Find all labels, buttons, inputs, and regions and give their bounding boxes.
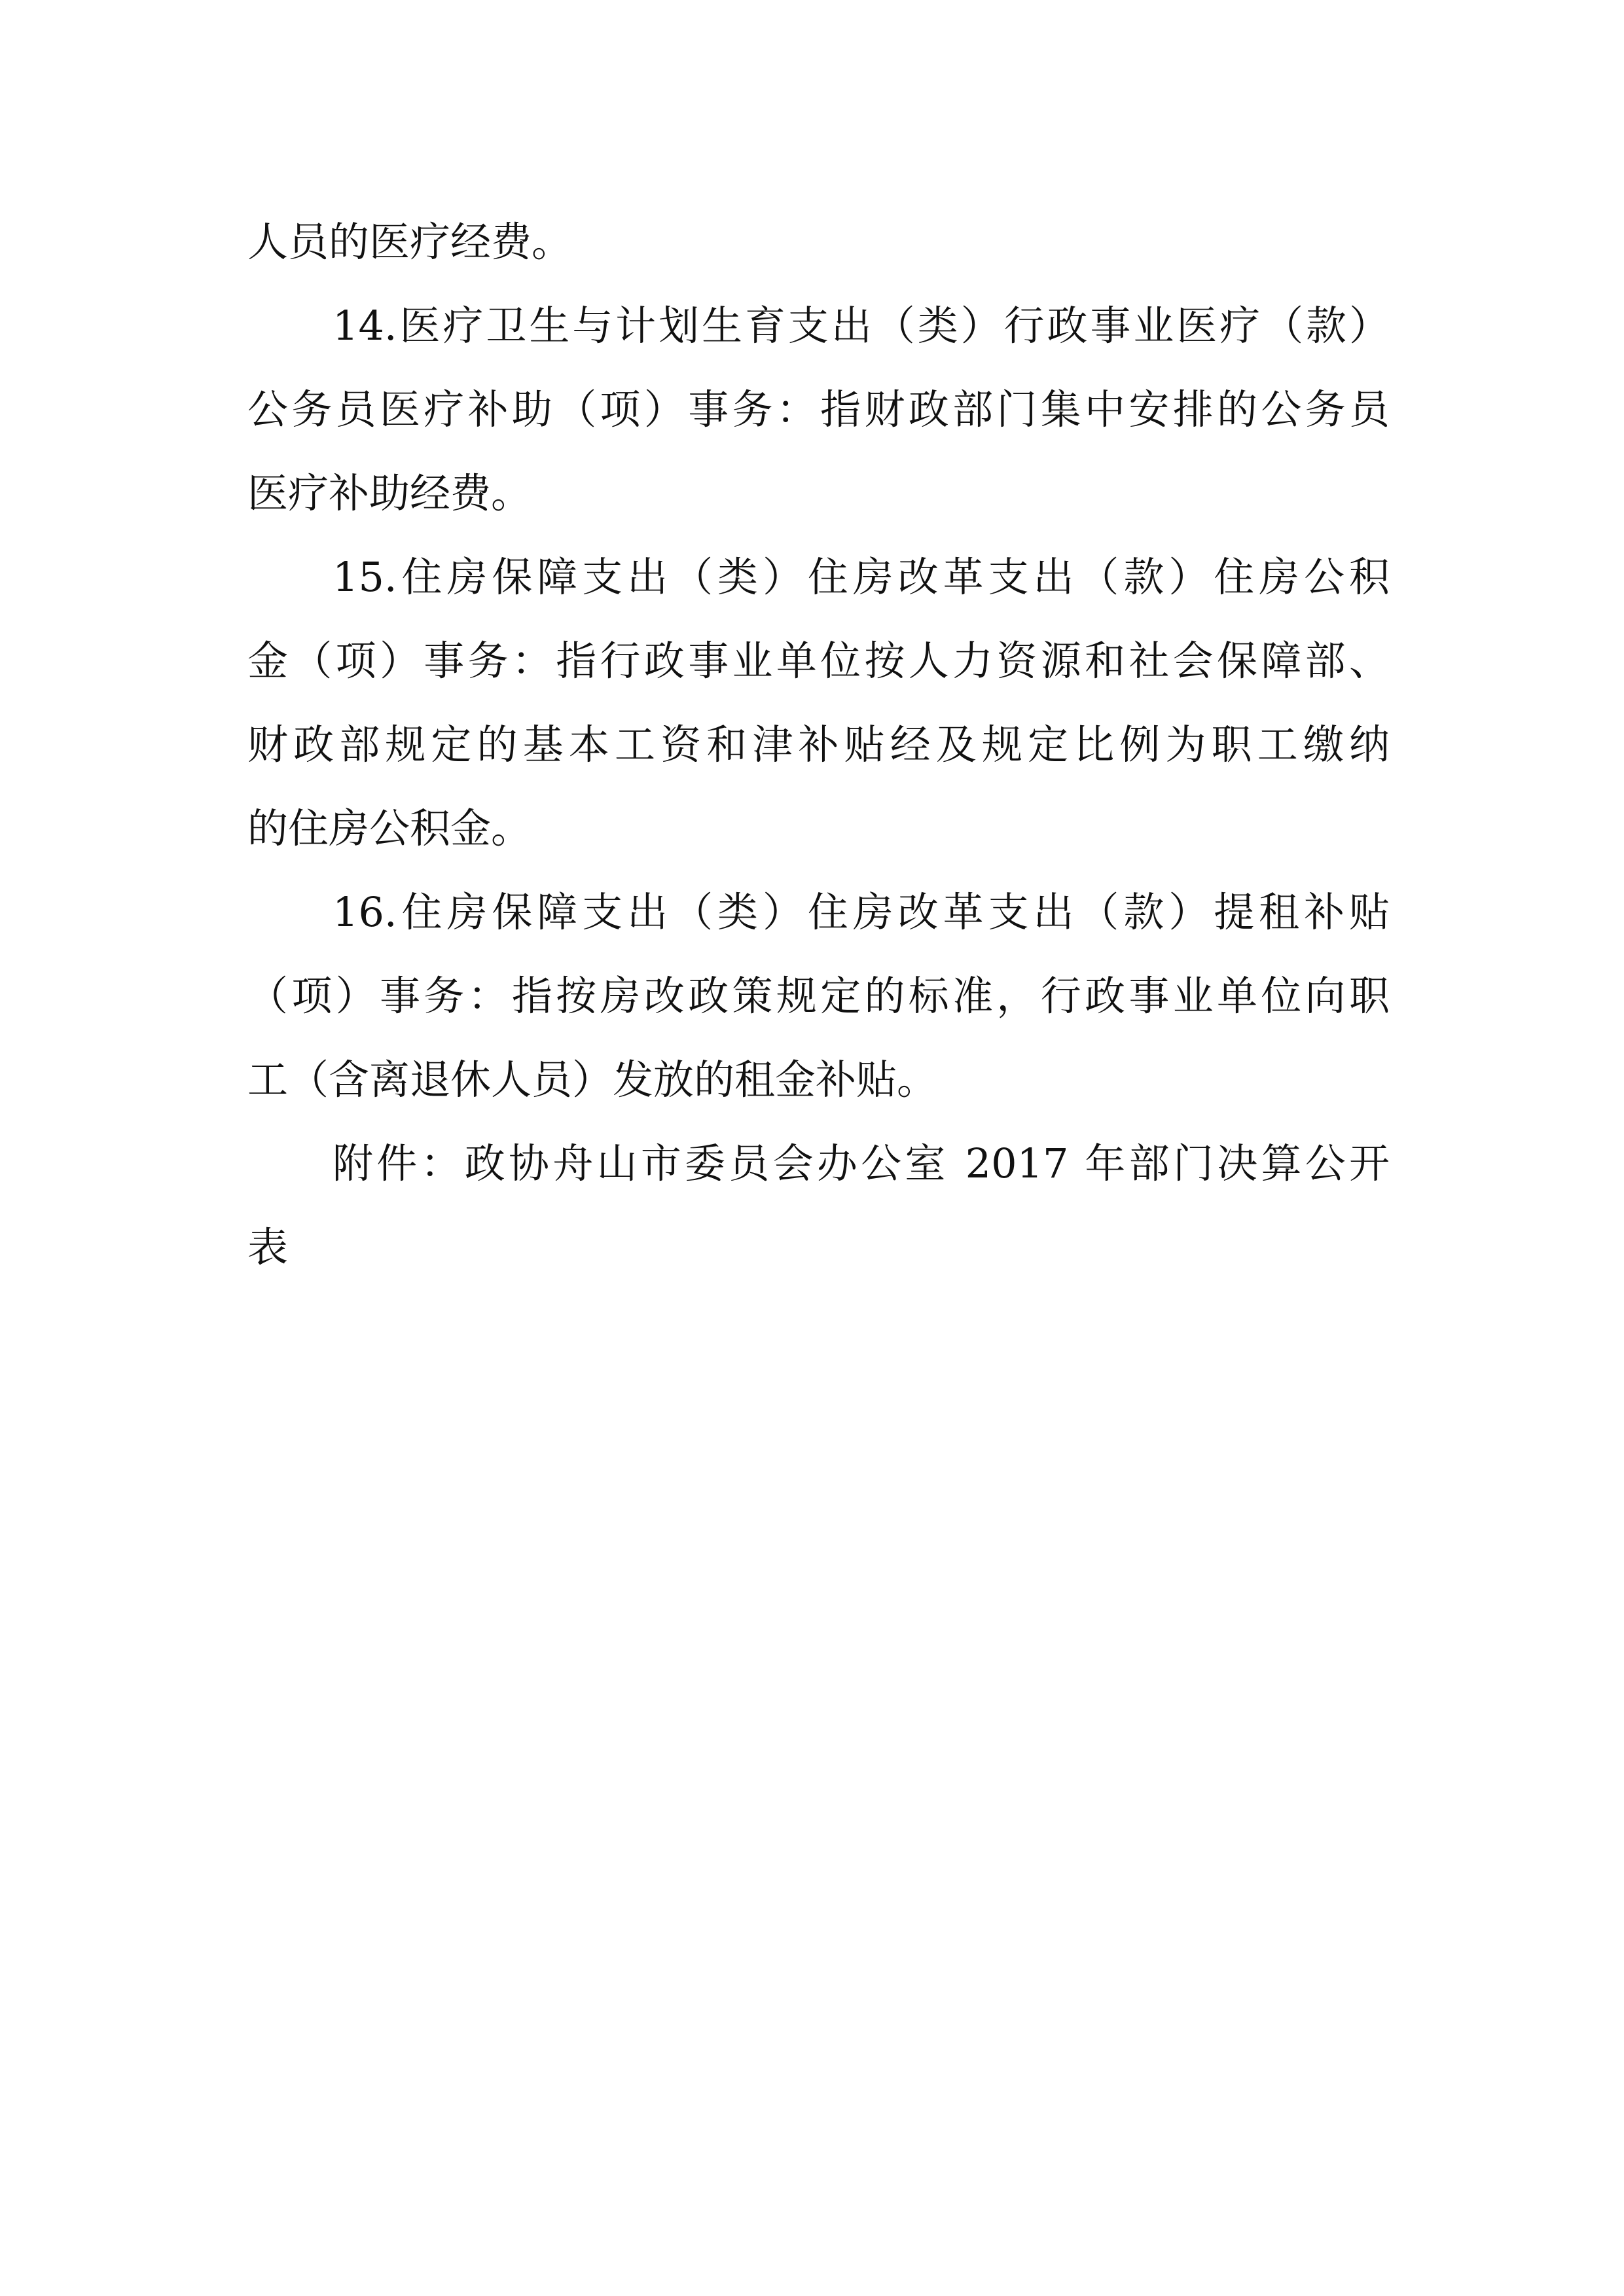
attachment-line-1: 附件：政协舟山市委员会办公室 2017 年部门决算公开 — [333, 1139, 1390, 1187]
attachment-line-2: 表 — [247, 1223, 289, 1271]
paragraph-16-line-3: 工（含离退休人员）发放的租金补贴。 — [247, 1056, 938, 1103]
paragraph-16-line-2: （项）事务：指按房改政策规定的标准，行政事业单位向职 — [247, 972, 1390, 1020]
paragraph-13-continuation: 人员的医疗经费。 — [247, 218, 573, 266]
paragraph-14-line-2: 公务员医疗补助（项）事务：指财政部门集中安排的公务员 — [247, 386, 1390, 433]
paragraph-15-line-3: 财政部规定的基本工资和津补贴经及规定比例为职工缴纳 — [247, 721, 1390, 768]
paragraph-15-line-2: 金（项）事务：指行政事业单位按人力资源和社会保障部、 — [247, 637, 1390, 685]
paragraph-15-line-4: 的住房公积金。 — [247, 804, 532, 852]
paragraph-14-line-1: 14.医疗卫生与计划生育支出（类）行政事业医疗（款） — [333, 302, 1390, 350]
paragraph-15-line-1: 15.住房保障支出（类）住房改革支出（款）住房公积 — [333, 553, 1390, 601]
paragraph-16-line-1: 16.住房保障支出（类）住房改革支出（款）提租补贴 — [333, 888, 1390, 936]
paragraph-14-line-3: 医疗补助经费。 — [247, 469, 532, 517]
